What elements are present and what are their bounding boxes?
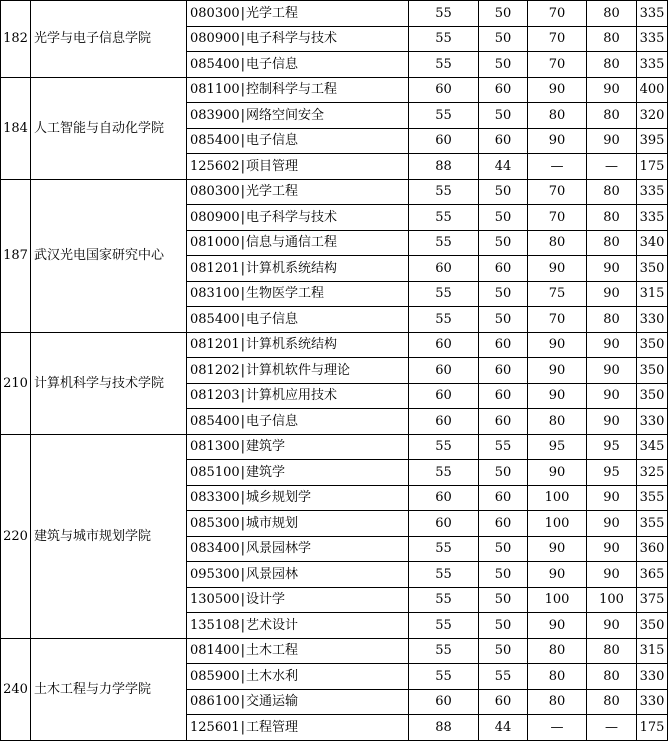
score-total: 330 [637,689,668,715]
score-foreign-language: 55 [479,434,528,460]
score-foreign-language: 50 [479,460,528,486]
score-foreign-language: 60 [479,332,528,358]
major-cell [187,26,409,52]
code-separator: | [240,311,246,327]
code-separator: | [240,388,246,404]
major-name: 信息与通信工程 [246,235,338,251]
code-separator: | [240,490,246,506]
score-subject-1: 70 [528,179,587,205]
score-total: 335 [637,26,668,52]
score-politics: 60 [409,689,479,715]
major-name: 光学工程 [246,5,299,21]
score-foreign-language: 50 [479,179,528,205]
major-name: 城市规划 [246,515,299,531]
score-politics: 60 [409,332,479,358]
score-subject-2: 80 [587,205,637,231]
score-foreign-language: 60 [479,485,528,511]
major-name: 项目管理 [246,158,299,174]
code-separator: | [240,566,246,582]
score-subject-1: — [528,715,587,741]
major-code: 083900 [190,107,240,123]
score-total: 330 [637,664,668,690]
major-cell [187,230,409,256]
major-code: 081300 [190,439,240,455]
score-politics: 55 [409,179,479,205]
code-separator: | [240,82,246,98]
major-name: 计算机系统结构 [246,260,338,276]
code-separator: | [240,133,246,149]
major-code: 080900 [190,31,240,47]
score-total: 330 [637,409,668,435]
score-subject-1: 75 [528,281,587,307]
major-name: 艺术设计 [246,617,299,633]
major-name: 电子信息 [246,311,299,327]
score-subject-2: 90 [587,409,637,435]
score-politics: 55 [409,562,479,588]
college-code: 220 [1,434,31,638]
score-total: 335 [637,52,668,78]
score-subject-1: 100 [528,485,587,511]
major-name: 网络空间安全 [246,107,325,123]
score-subject-1: 90 [528,256,587,282]
major-code: 081201 [190,337,240,353]
code-separator: | [240,337,246,353]
major-code: 083400 [190,541,240,557]
score-politics: 60 [409,256,479,282]
table-row [1,332,668,358]
score-politics: 55 [409,230,479,256]
major-name: 土木工程 [246,643,299,659]
score-total: 350 [637,613,668,639]
major-code: 081202 [190,362,240,378]
major-code: 125602 [190,158,240,174]
score-politics: 55 [409,1,479,27]
code-separator: | [240,56,246,72]
score-subject-1: 70 [528,26,587,52]
major-cell [187,485,409,511]
score-total: 330 [637,307,668,333]
code-separator: | [240,209,246,225]
score-subject-2: 90 [587,281,637,307]
major-name: 建筑学 [246,439,286,455]
score-foreign-language: 60 [479,128,528,154]
major-code: 085300 [190,515,240,531]
major-code: 130500 [190,592,240,608]
score-subject-2: 90 [587,511,637,537]
code-separator: | [240,286,246,302]
score-politics: 55 [409,26,479,52]
score-foreign-language: 60 [479,358,528,384]
major-cell [187,511,409,537]
major-name: 风景园林 [246,566,299,582]
major-cell [187,689,409,715]
code-separator: | [240,184,246,200]
major-code: 085900 [190,668,240,684]
score-subject-1: 90 [528,562,587,588]
score-subject-2: 80 [587,664,637,690]
college-code: 210 [1,332,31,434]
score-subject-1: 70 [528,1,587,27]
score-total: 400 [637,77,668,103]
major-code: 080300 [190,184,240,200]
major-cell [187,103,409,129]
table-row [1,77,668,103]
code-separator: | [240,413,246,429]
college-name: 武汉光电国家研究中心 [31,179,187,332]
score-total: 175 [637,715,668,741]
score-subject-1: 80 [528,103,587,129]
score-total: 335 [637,179,668,205]
score-subject-1: 90 [528,332,587,358]
score-foreign-language: 60 [479,77,528,103]
major-code: 085400 [190,133,240,149]
major-cell [187,613,409,639]
score-politics: 55 [409,587,479,613]
score-subject-1: — [528,154,587,180]
major-cell [187,664,409,690]
score-subject-2: — [587,154,637,180]
code-separator: | [240,719,246,735]
score-total: 365 [637,562,668,588]
score-subject-2: 90 [587,613,637,639]
major-code: 083100 [190,286,240,302]
score-foreign-language: 55 [479,664,528,690]
major-name: 计算机应用技术 [246,388,338,404]
code-separator: | [240,5,246,21]
major-name: 交通运输 [246,694,299,710]
score-subject-2: 80 [587,230,637,256]
score-politics: 60 [409,409,479,435]
score-subject-1: 100 [528,587,587,613]
major-name: 光学工程 [246,184,299,200]
score-subject-1: 100 [528,511,587,537]
score-subject-2: 90 [587,383,637,409]
major-cell [187,358,409,384]
score-subject-1: 70 [528,307,587,333]
score-politics: 55 [409,307,479,333]
score-foreign-language: 50 [479,230,528,256]
major-cell [187,715,409,741]
score-politics: 55 [409,434,479,460]
score-subject-2: 90 [587,562,637,588]
major-code: 125601 [190,719,240,735]
table-row [1,179,668,205]
major-name: 生物医学工程 [246,286,325,302]
score-subject-1: 90 [528,358,587,384]
college-code: 187 [1,179,31,332]
score-foreign-language: 50 [479,26,528,52]
major-name: 电子信息 [246,56,299,72]
score-foreign-language: 50 [479,52,528,78]
score-total: 325 [637,460,668,486]
score-subject-2: 100 [587,587,637,613]
score-foreign-language: 50 [479,536,528,562]
score-foreign-language: 60 [479,383,528,409]
score-subject-1: 80 [528,230,587,256]
major-code: 135108 [190,617,240,633]
score-subject-1: 90 [528,77,587,103]
major-name: 控制科学与工程 [246,82,338,98]
major-name: 电子科学与技术 [246,31,338,47]
code-separator: | [240,31,246,47]
score-politics: 55 [409,536,479,562]
score-politics: 55 [409,613,479,639]
score-total: 335 [637,1,668,27]
code-separator: | [240,362,246,378]
score-subject-1: 95 [528,434,587,460]
score-foreign-language: 50 [479,281,528,307]
college-name: 光学与电子信息学院 [31,1,187,78]
major-name: 电子科学与技术 [246,209,338,225]
major-code: 081400 [190,643,240,659]
score-total: 355 [637,485,668,511]
major-cell [187,154,409,180]
major-cell [187,281,409,307]
score-politics: 60 [409,358,479,384]
major-cell [187,77,409,103]
score-subject-2: 90 [587,128,637,154]
code-separator: | [240,235,246,251]
score-subject-1: 70 [528,205,587,231]
score-subject-2: 80 [587,179,637,205]
code-separator: | [240,439,246,455]
major-cell [187,52,409,78]
score-subject-1: 70 [528,52,587,78]
major-name: 设计学 [246,592,286,608]
score-subject-2: 80 [587,307,637,333]
major-code: 081203 [190,388,240,404]
score-total: 340 [637,230,668,256]
score-foreign-language: 50 [479,1,528,27]
major-code: 081000 [190,235,240,251]
score-subject-1: 90 [528,383,587,409]
table-row [1,638,668,664]
major-code: 080300 [190,5,240,21]
major-code: 085400 [190,413,240,429]
college-code: 182 [1,1,31,78]
major-name: 城乡规划学 [246,490,312,506]
score-politics: 88 [409,715,479,741]
score-subject-1: 90 [528,128,587,154]
score-foreign-language: 60 [479,689,528,715]
major-cell [187,128,409,154]
score-total: 345 [637,434,668,460]
score-politics: 88 [409,154,479,180]
score-total: 350 [637,256,668,282]
score-foreign-language: 50 [479,638,528,664]
major-cell [187,383,409,409]
score-politics: 55 [409,638,479,664]
score-politics: 55 [409,664,479,690]
score-foreign-language: 50 [479,307,528,333]
score-table-body [1,1,668,741]
score-foreign-language: 60 [479,256,528,282]
score-politics: 55 [409,103,479,129]
score-foreign-language: 50 [479,613,528,639]
score-subject-2: 95 [587,434,637,460]
score-politics: 60 [409,511,479,537]
college-name: 人工智能与自动化学院 [31,77,187,179]
score-subject-2: 90 [587,332,637,358]
college-code: 184 [1,77,31,179]
score-foreign-language: 60 [479,511,528,537]
table-row [1,434,668,460]
code-separator: | [240,158,246,174]
major-code: 086100 [190,694,240,710]
score-subject-2: 90 [587,77,637,103]
score-subject-2: 80 [587,26,637,52]
score-subject-2: 95 [587,460,637,486]
code-separator: | [240,541,246,557]
score-total: 360 [637,536,668,562]
major-cell [187,638,409,664]
major-cell [187,1,409,27]
score-foreign-language: 50 [479,205,528,231]
major-code: 085400 [190,311,240,327]
code-separator: | [240,464,246,480]
score-subject-1: 80 [528,689,587,715]
score-subject-2: 90 [587,536,637,562]
score-politics: 60 [409,383,479,409]
table-row [1,1,668,27]
score-total: 315 [637,281,668,307]
major-cell [187,587,409,613]
score-subject-2: 80 [587,52,637,78]
score-total: 315 [637,638,668,664]
score-politics: 55 [409,281,479,307]
major-code: 083300 [190,490,240,506]
major-cell [187,205,409,231]
score-subject-2: 80 [587,1,637,27]
score-subject-1: 90 [528,460,587,486]
score-subject-1: 90 [528,613,587,639]
code-separator: | [240,668,246,684]
score-total: 175 [637,154,668,180]
major-code: 085100 [190,464,240,480]
major-code: 080900 [190,209,240,225]
score-subject-2: 80 [587,638,637,664]
major-name: 建筑学 [246,464,286,480]
major-cell [187,307,409,333]
score-foreign-language: 50 [479,562,528,588]
score-foreign-language: 50 [479,103,528,129]
score-politics: 60 [409,77,479,103]
major-name: 计算机软件与理论 [246,362,351,378]
code-separator: | [240,260,246,276]
major-cell [187,409,409,435]
score-subject-2: 90 [587,358,637,384]
score-foreign-language: 44 [479,715,528,741]
score-politics: 60 [409,485,479,511]
college-name: 计算机科学与技术学院 [31,332,187,434]
major-code: 081100 [190,82,240,98]
score-total: 355 [637,511,668,537]
major-cell [187,562,409,588]
major-cell [187,460,409,486]
code-separator: | [240,694,246,710]
score-total: 350 [637,332,668,358]
score-total: 320 [637,103,668,129]
score-subject-1: 90 [528,536,587,562]
score-subject-2: 90 [587,256,637,282]
major-code: 081201 [190,260,240,276]
major-name: 计算机系统结构 [246,337,338,353]
college-name: 土木工程与力学学院 [31,638,187,740]
major-name: 工程管理 [246,719,299,735]
score-subject-2: — [587,715,637,741]
major-cell [187,179,409,205]
major-cell [187,536,409,562]
score-subject-1: 80 [528,409,587,435]
score-total: 350 [637,358,668,384]
score-foreign-language: 50 [479,587,528,613]
score-subject-2: 90 [587,485,637,511]
major-cell [187,332,409,358]
score-politics: 55 [409,52,479,78]
major-cell [187,256,409,282]
score-politics: 55 [409,460,479,486]
code-separator: | [240,617,246,633]
major-name: 风景园林学 [246,541,312,557]
code-separator: | [240,592,246,608]
score-total: 375 [637,587,668,613]
score-politics: 60 [409,128,479,154]
score-total: 395 [637,128,668,154]
score-subject-2: 80 [587,103,637,129]
code-separator: | [240,643,246,659]
college-code: 240 [1,638,31,740]
major-cell [187,434,409,460]
major-code: 095300 [190,566,240,582]
college-name: 建筑与城市规划学院 [31,434,187,638]
score-total: 350 [637,383,668,409]
code-separator: | [240,515,246,531]
major-name: 土木水利 [246,668,299,684]
score-politics: 55 [409,205,479,231]
major-name: 电子信息 [246,133,299,149]
score-subject-1: 80 [528,664,587,690]
score-subject-2: 80 [587,689,637,715]
score-total: 335 [637,205,668,231]
score-subject-1: 80 [528,638,587,664]
score-foreign-language: 60 [479,409,528,435]
code-separator: | [240,107,246,123]
major-code: 085400 [190,56,240,72]
score-foreign-language: 44 [479,154,528,180]
major-name: 电子信息 [246,413,299,429]
